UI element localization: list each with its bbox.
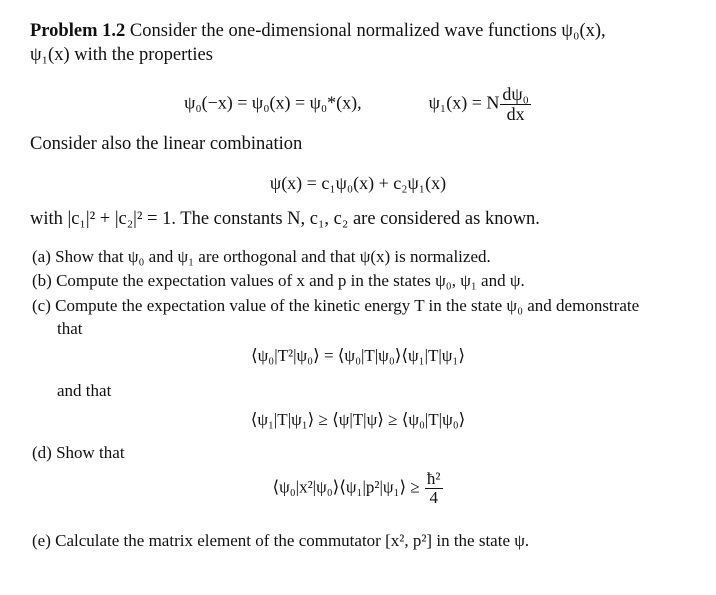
hbar-fraction: [425, 470, 443, 507]
part-e: (e) Calculate the matrix element of the commutator [x², p²] in the state ψ.: [32, 531, 530, 550]
constraint-line: with |c₁|² + |c₂|² = 1. The constants N, c₁, c₂ are considered as known.: [30, 209, 540, 229]
and-that-label: and that: [57, 381, 112, 400]
hbar-numerator: ħ²: [426, 469, 441, 488]
problem-heading: Problem 1.2: [30, 21, 126, 41]
part-b: (b) Compute the expectation values of x and p in the states ψ₀, ψ₁ and ψ.: [32, 271, 525, 290]
equation-3: ⟨ψ₀|T²|ψ₀⟩ = ⟨ψ₀|T|ψ₀⟩⟨ψ₁|T|ψ₁⟩: [251, 346, 465, 365]
fraction-numerator: dψ₀: [502, 84, 529, 104]
part-a: (a) Show that ψ₀ and ψ₁ are orthogonal and that ψ(x) is normalized.: [32, 247, 491, 266]
equation-4: ⟨ψ₁|T|ψ₁⟩ ≥ ⟨ψ|T|ψ⟩ ≥ ⟨ψ₀|T|ψ₀⟩: [250, 410, 466, 429]
equation-2: ψ(x) = c₁ψ₀(x) + c₂ψ₁(x): [269, 173, 447, 193]
derivative-fraction: [500, 85, 531, 124]
equation-1-right: ψ₁(x) = N: [428, 92, 500, 113]
equation-5-left: ⟨ψ₀|x²|ψ₀⟩⟨ψ₁|p²|ψ₁⟩ ≥: [272, 477, 420, 497]
part-c-line-1: (c) Compute the expectation value of the kinetic energy T in the state ψ₀ and demonstrate: [32, 296, 640, 315]
intro-text-1: Consider the one-dimensional normalized wave functions ψ₀(x),: [129, 21, 606, 41]
problem-intro-line-2: ψ₁(x) with the properties: [30, 45, 213, 65]
combination-intro: Consider also the linear combination: [30, 134, 303, 154]
equation-1: [0, 85, 716, 124]
part-c-line-2: that: [57, 319, 83, 338]
hbar-denominator: 4: [425, 488, 443, 507]
fraction-denominator: dx: [500, 104, 531, 124]
part-d: (d) Show that: [32, 443, 125, 462]
equation-1-left: ψ₀(−x) = ψ₀(x) = ψ₀*(x),: [184, 92, 362, 113]
problem-intro-line-1: [30, 21, 606, 42]
equation-5: [0, 470, 716, 507]
